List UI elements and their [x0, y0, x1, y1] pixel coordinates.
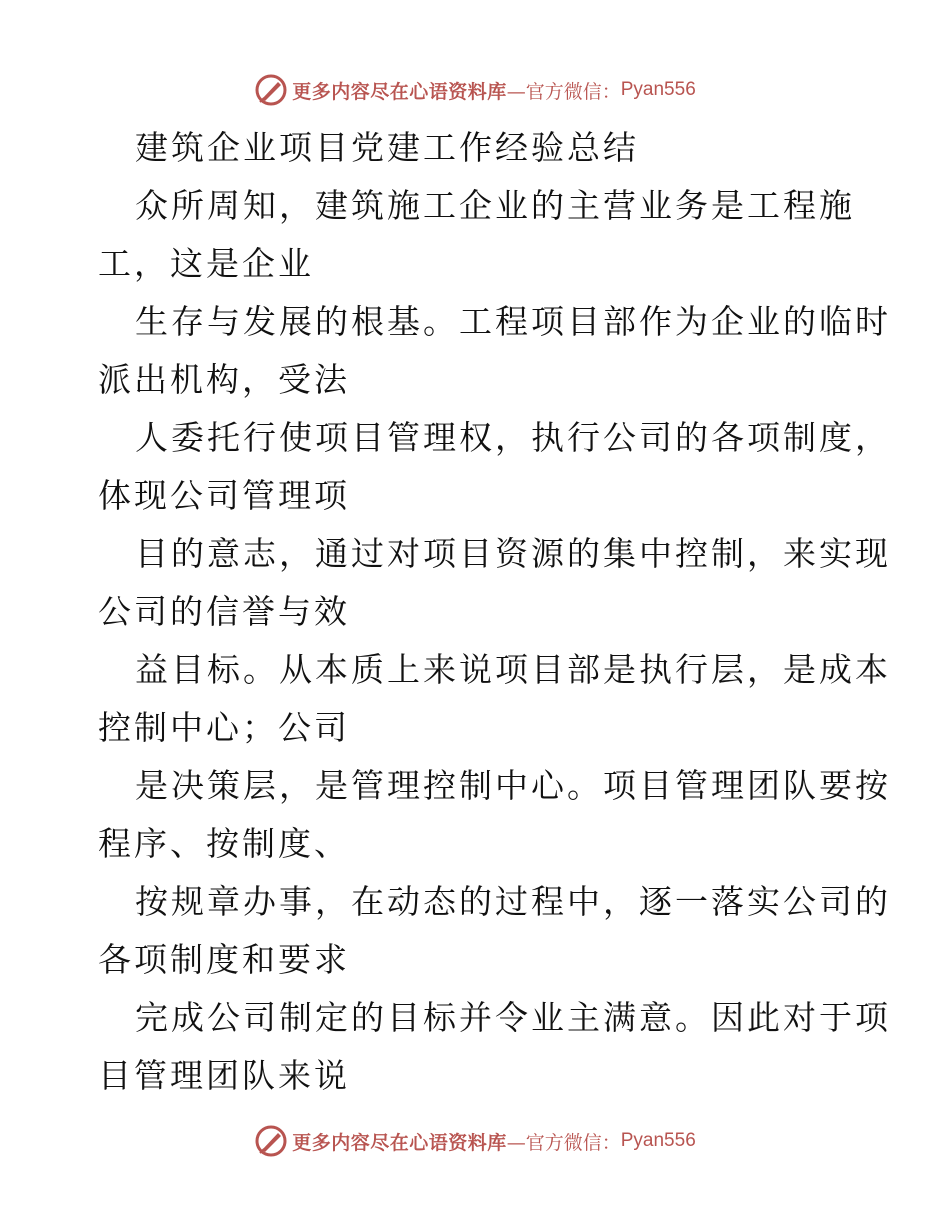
- text-line: 按规章办事，在动态的过程中，逐一落实公司的: [135, 882, 891, 921]
- header-banner-handle: Pyan556: [620, 79, 696, 100]
- header-banner-sub: —官方微信：: [506, 80, 621, 103]
- text-line: 益目标。从本质上来说项目部是执行层，是成本: [135, 650, 891, 689]
- document-title: 建筑企业项目党建工作经验总结: [135, 128, 639, 167]
- text-line: 目管理团队来说: [98, 1056, 350, 1095]
- text-line: 派出机构，受法: [98, 360, 350, 399]
- footer-banner-sub: —官方微信：: [506, 1131, 621, 1154]
- text-line: 生存与发展的根基。工程项目部作为企业的临时: [135, 302, 891, 341]
- text-line: 目的意志，通过对项目资源的集中控制，来实现: [135, 534, 891, 573]
- footer-banner-handle: Pyan556: [620, 1130, 696, 1151]
- footer-banner: [0, 1121, 950, 1161]
- footer-banner-text: 更多内容尽在心语资料库: [292, 1131, 507, 1154]
- header-banner-text: 更多内容尽在心语资料库: [292, 80, 507, 103]
- text-line: 控制中心；公司: [98, 708, 350, 747]
- text-line: 工，这是企业: [98, 244, 314, 283]
- text-line: 完成公司制定的目标并令业主满意。因此对于项: [135, 998, 891, 1037]
- text-line: 各项制度和要求: [98, 940, 350, 979]
- text-line: 人委托行使项目管理权，执行公司的各项制度，: [135, 418, 891, 457]
- text-line: 程序、按制度、: [98, 824, 350, 863]
- quill-pen-logo-icon: [254, 73, 288, 107]
- text-line: 是决策层，是管理控制中心。项目管理团队要按: [135, 766, 891, 805]
- header-banner: [0, 70, 950, 110]
- text-line: 公司的信誉与效: [98, 592, 350, 631]
- quill-pen-logo-icon: [254, 1124, 288, 1158]
- text-line: 众所周知，建筑施工企业的主营业务是工程施: [135, 186, 855, 225]
- text-line: 体现公司管理项: [98, 476, 350, 515]
